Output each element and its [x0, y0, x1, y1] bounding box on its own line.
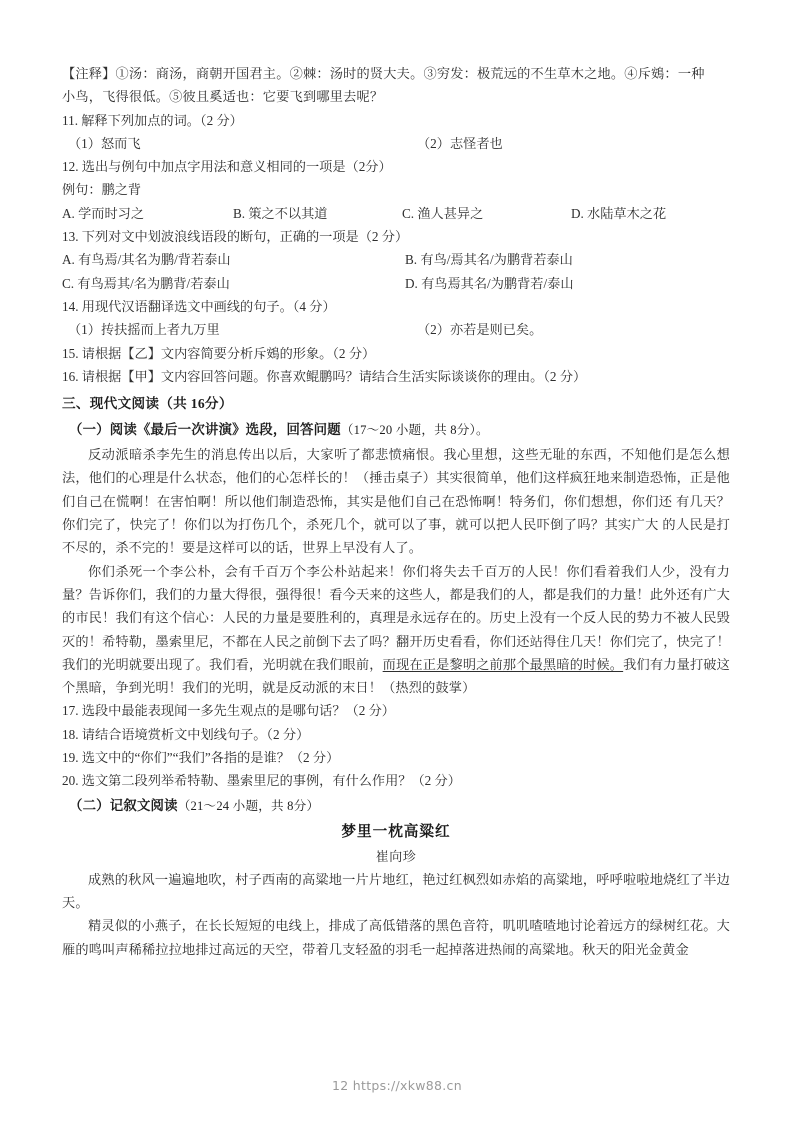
question-11: 11. 解释下列加点的词。（2 分）: [62, 112, 243, 128]
question-12-option-a: A. 学而时习之: [62, 205, 145, 221]
speech-underlined-sentence: 而现在正是黎明之前那个最黑暗的时候。: [382, 656, 624, 672]
part-2-heading: [62, 793, 730, 819]
question-13-options-row-2: [62, 272, 730, 295]
part-2-heading-bold: （二）记叙文阅读: [69, 797, 178, 813]
speech-paragraph-1: 反动派暗杀李先生的消息传出以后，大家听了都悲愤痛恨。我心里想，这些无耻的东西，不知他们是怎么想法，他们的心理是什么状态，他们的心怎样长的！（捶击桌子）其实很简单，他们这样疯狂地来制造恐怖，正是他们自己在慌啊！在害怕啊！所以他们制造恐怖，其实是他们自己在恐怖啊！特务们，你们想想，你们还 有几天？你们完了，快完了！你们以为打伤几个，杀死几个，就可以了事，就可以把人民吓倒了吗？其实广大 的人民是打不尽的，杀不完的！要是这样可以的话，世界上早没有人了。: [62, 447, 730, 556]
question-12-example: 例句：鹏之背: [62, 182, 142, 198]
question-13-option-b: B. 有鸟/焉其名/为鹏背若泰山: [405, 252, 573, 268]
passage-paragraph-1: 成熟的秋风一遍遍地吹，村子西南的高粱地一片片地红，艳过红枫烈如赤焰的高粱地，呼呼啦啦地烧红了半边天。: [62, 871, 730, 910]
question-11-sub-1: （1）怒而飞: [68, 135, 141, 151]
question-13-options-row-1: [62, 248, 730, 271]
question-13-option-c: C. 有鸟焉其/名为鹏背/若泰山: [62, 275, 230, 291]
question-14-sub-1: （1）抟扶摇而上者九万里: [68, 322, 220, 338]
section-3-heading: 三、现代文阅读（共 16分）: [62, 396, 233, 412]
question-14: 14. 用现代汉语翻译选文中画线的句子。（4 分）: [62, 298, 336, 314]
question-12: 12. 选出与例句中加点字用法和意义相同的一项是（2分）: [62, 159, 392, 175]
question-17: 17. 选段中最能表现闻一多先生观点的是哪句话？（2 分）: [62, 703, 395, 719]
question-12-option-c: C. 渔人甚异之: [401, 205, 484, 221]
notes-line-1: 【注释】①汤：商汤，商朝开国君主。②棘：汤时的贤大夫。③穷发：极荒远的不生草木之地。④斥鴳：一种: [62, 66, 705, 81]
question-13: 13. 下列对文中划波浪线语段的断句，正确的一项是（2 分）: [62, 229, 409, 245]
part-1-heading-bold: （一）阅读《最后一次讲演》选段，回答问题: [69, 422, 341, 438]
question-14-sub-2: （2）亦若是则已矣。: [417, 322, 543, 338]
question-16: 16. 请根据【甲】文内容回答问题。你喜欢鲲鹏吗？请结合生活实际谈谈你的理由。（2 分）: [62, 368, 587, 384]
passage-paragraph-2: 精灵似的小燕子，在长长短短的电线上，排成了高低错落的黑色音符，叽叽喳喳地讨论着远方的绿树红花。大雁的鸣叫声稀稀拉拉地排过高远的天空，带着几支轻盈的羽毛一起掉落进热闹的高粱地。秋天的阳光金黄金: [62, 918, 730, 957]
question-18: 18. 请结合语境赏析文中划线句子。（2 分）: [62, 726, 310, 742]
notes-line-2: 小鸟，飞得很低。⑤彼且奚适也：它要飞到哪里去呢？: [62, 89, 384, 105]
question-19: 19. 选文中的“你们”“我们”各指的是谁？（2 分）: [62, 750, 340, 766]
question-15: 15. 请根据【乙】文内容简要分析斥鴳的形象。（2 分）: [62, 345, 376, 361]
passage-title: 梦里一枕高粱红: [341, 823, 451, 840]
part-1-heading: [62, 417, 730, 443]
page-footer: 12 https://xkw88.cn: [332, 1078, 462, 1093]
speech-paragraph-2-part-a: 你们杀死一个李公朴，会有千百万个李公朴站起来！你们将失去千百万的人民！你们看着我们人少，没有力量？告诉你们，我们的力量大得很，强得很！看今天来的这些人，都是我们的人，都是我们的力量！此外还有广大的市民！我们有这个信心：人民的力量是要胜利的，真理是永远存在的。历史上没有一个反人民的势力不被人民毁灭的！希特勒，墨索里尼，不都在人民之前倒下去了吗？翻开历史看看，你们还站得住几天！你们完了，快完了！我们的光明就要出现了。我们看，光明就在我们眼前，: [62, 563, 730, 672]
speech-paragraph-2: [62, 560, 730, 700]
question-12-option-b: B. 策之不以其道: [232, 205, 328, 221]
question-12-options: [62, 202, 730, 225]
question-13-option-d: D. 有鸟焉其名/为鹏背若/泰山: [405, 275, 574, 291]
passage-author: 崔向珍: [375, 848, 417, 864]
speech-paragraph-2-part-b: 我们有力量打破这个黑暗，争到光明！我们的光明，就是反动派的末日！（热烈的鼓掌）: [62, 656, 730, 696]
question-11-subitems: [62, 132, 730, 155]
question-12-option-d: D. 水陆草木之花: [570, 205, 667, 221]
question-20: 20. 选文第二段列举希特勒、墨索里尼的事例，有什么作用？（2 分）: [62, 773, 461, 789]
question-13-option-a: A. 有鸟焉/其名为鹏/背若泰山: [62, 252, 231, 268]
part-1-heading-plain: （17～20 小题，共 8分）。: [340, 423, 489, 438]
question-11-sub-2: （2）志怪者也: [417, 135, 503, 151]
part-2-heading-plain: （21～24 小题，共 8分）: [177, 798, 320, 813]
question-14-subitems: [62, 318, 730, 341]
